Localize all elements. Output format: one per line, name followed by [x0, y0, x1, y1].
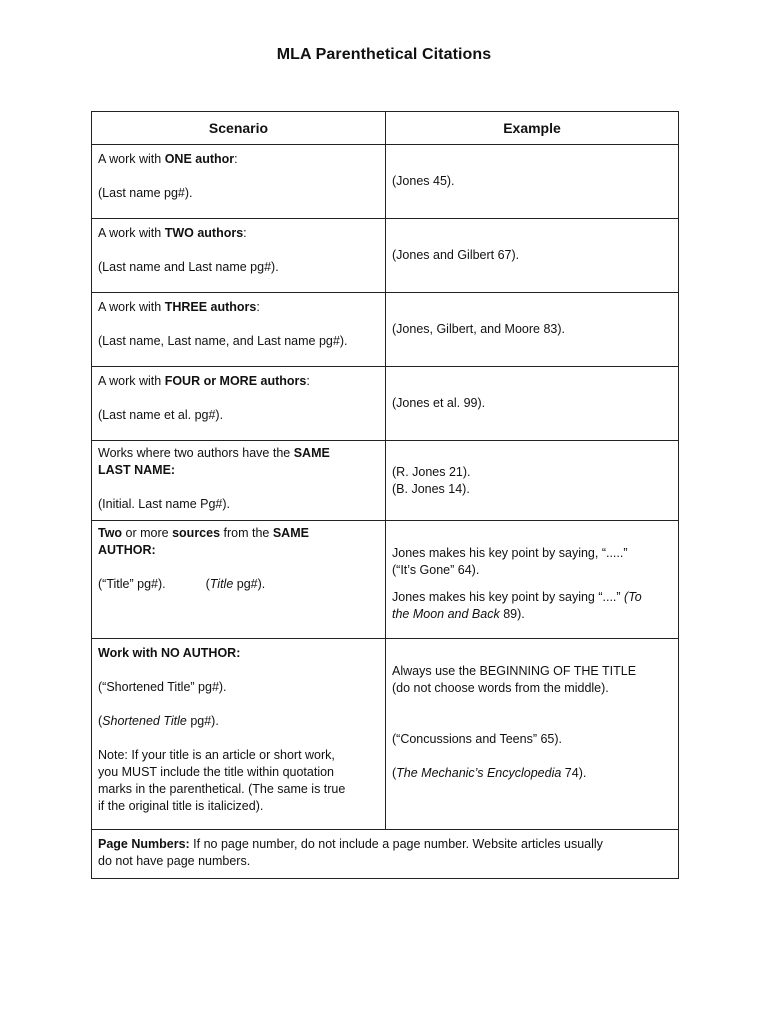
- format-text: (“Title” pg#).: [98, 577, 166, 591]
- example-cell: [386, 639, 679, 830]
- scenario-emphasis: FOUR or MORE authors: [164, 374, 307, 388]
- scenario-cell: [92, 441, 386, 521]
- table-row: [92, 521, 679, 639]
- example-text: (do not choose words from the middle).: [392, 681, 609, 695]
- scenario-text: A work with: [98, 300, 165, 314]
- table-row: [92, 830, 679, 879]
- scenario-emphasis: sources: [172, 526, 221, 540]
- format-text: (Last name et al. pg#).: [98, 408, 224, 422]
- scenario-cell: [92, 367, 386, 441]
- scenario-text: :: [306, 374, 310, 388]
- example-cell: [386, 521, 679, 639]
- page-title: MLA Parenthetical Citations: [276, 46, 492, 63]
- scenario-emphasis: SAME: [293, 446, 330, 460]
- page-numbers-text: do not have page numbers.: [98, 854, 251, 868]
- table-row: [92, 639, 679, 830]
- table-row: [92, 367, 679, 441]
- example-text: Always use the BEGINNING OF THE TITLE: [392, 664, 637, 678]
- page-numbers-text: If no page number, do not include a page number. Website articles usually: [189, 837, 603, 851]
- table-row: [92, 219, 679, 293]
- format-text: pg#).: [233, 577, 266, 591]
- header-row: [92, 112, 679, 145]
- scenario-cell: [92, 639, 386, 830]
- table-row: [92, 145, 679, 219]
- scenario-emphasis: AUTHOR:: [98, 543, 156, 557]
- example-text: (“It’s Gone” 64).: [392, 562, 480, 577]
- header-example: Example: [386, 112, 679, 145]
- scenario-cell: [92, 219, 386, 293]
- scenario-emphasis: THREE authors: [164, 300, 257, 314]
- scenario-emphasis: TWO authors: [164, 226, 244, 240]
- example-text: Jones makes his key point by saying “....”: [392, 589, 625, 604]
- scenario-emphasis: SAME: [272, 526, 309, 540]
- scenario-text: Works where two authors have the: [98, 446, 294, 460]
- example-text: (: [392, 766, 397, 780]
- scenario-text: A work with: [98, 374, 165, 388]
- example-text: (R. Jones 21).: [392, 464, 471, 479]
- scenario-cell: [92, 293, 386, 367]
- scenario-emphasis: LAST NAME:: [98, 463, 176, 477]
- example-cell: [386, 145, 679, 219]
- page-numbers-label: Page Numbers:: [98, 837, 190, 851]
- scenario-text: :: [256, 300, 260, 314]
- note-text: Note: If your title is an article or short work,: [98, 748, 335, 762]
- example-text: 89).: [499, 606, 525, 621]
- format-text: (Last name pg#).: [98, 186, 193, 200]
- scenario-text: A work with: [98, 152, 165, 166]
- example-text: (B. Jones 14).: [392, 481, 470, 496]
- example-italic: the Moon and Back: [392, 606, 500, 621]
- note-text: if the original title is italicized).: [98, 799, 264, 813]
- scenario-cell: [92, 521, 386, 639]
- format-text: pg#).: [186, 714, 219, 728]
- example-text: (Jones, Gilbert, and Moore 83).: [392, 322, 565, 336]
- scenario-cell: [92, 145, 386, 219]
- example-text: 74).: [561, 766, 587, 780]
- format-text: (Last name, Last name, and Last name pg#).: [98, 334, 348, 348]
- format-italic: Shortened Title: [102, 714, 187, 728]
- header-scenario: Scenario: [92, 112, 386, 145]
- scenario-text: from the: [220, 526, 273, 540]
- table-row: [92, 293, 679, 367]
- example-text: (Jones 45).: [392, 174, 455, 188]
- example-text: (Jones et al. 99).: [392, 396, 486, 410]
- format-text: (: [98, 714, 103, 728]
- example-cell: [386, 367, 679, 441]
- page-numbers-cell: [92, 830, 679, 879]
- note-text: you MUST include the title within quotation: [98, 765, 335, 779]
- scenario-text: :: [243, 226, 247, 240]
- format-text: (Initial. Last name Pg#).: [98, 497, 231, 511]
- scenario-heading: Work with NO AUTHOR:: [98, 646, 241, 660]
- example-italic: The Mechanic’s Encyclopedia: [396, 766, 562, 780]
- example-cell: [386, 293, 679, 367]
- scenario-emphasis: ONE author: [164, 152, 235, 166]
- example-text: (Jones and Gilbert 67).: [392, 248, 520, 262]
- note-text: marks in the parenthetical. (The same is true: [98, 782, 346, 796]
- example-text: (“Concussions and Teens” 65).: [392, 732, 562, 746]
- format-italic: Title: [209, 577, 234, 591]
- example-text: Jones makes his key point by saying, “.....”: [392, 545, 628, 560]
- scenario-text: :: [234, 152, 238, 166]
- citations-table: [91, 111, 679, 879]
- format-text: (Last name and Last name pg#).: [98, 260, 279, 274]
- example-italic: (To: [624, 589, 642, 604]
- example-cell: [386, 441, 679, 521]
- format-text: (“Shortened Title” pg#).: [98, 680, 227, 694]
- scenario-emphasis: Two: [98, 526, 123, 540]
- scenario-text: or more: [122, 526, 173, 540]
- scenario-text: A work with: [98, 226, 165, 240]
- table-row: [92, 441, 679, 521]
- example-cell: [386, 219, 679, 293]
- format-text: (: [205, 577, 210, 591]
